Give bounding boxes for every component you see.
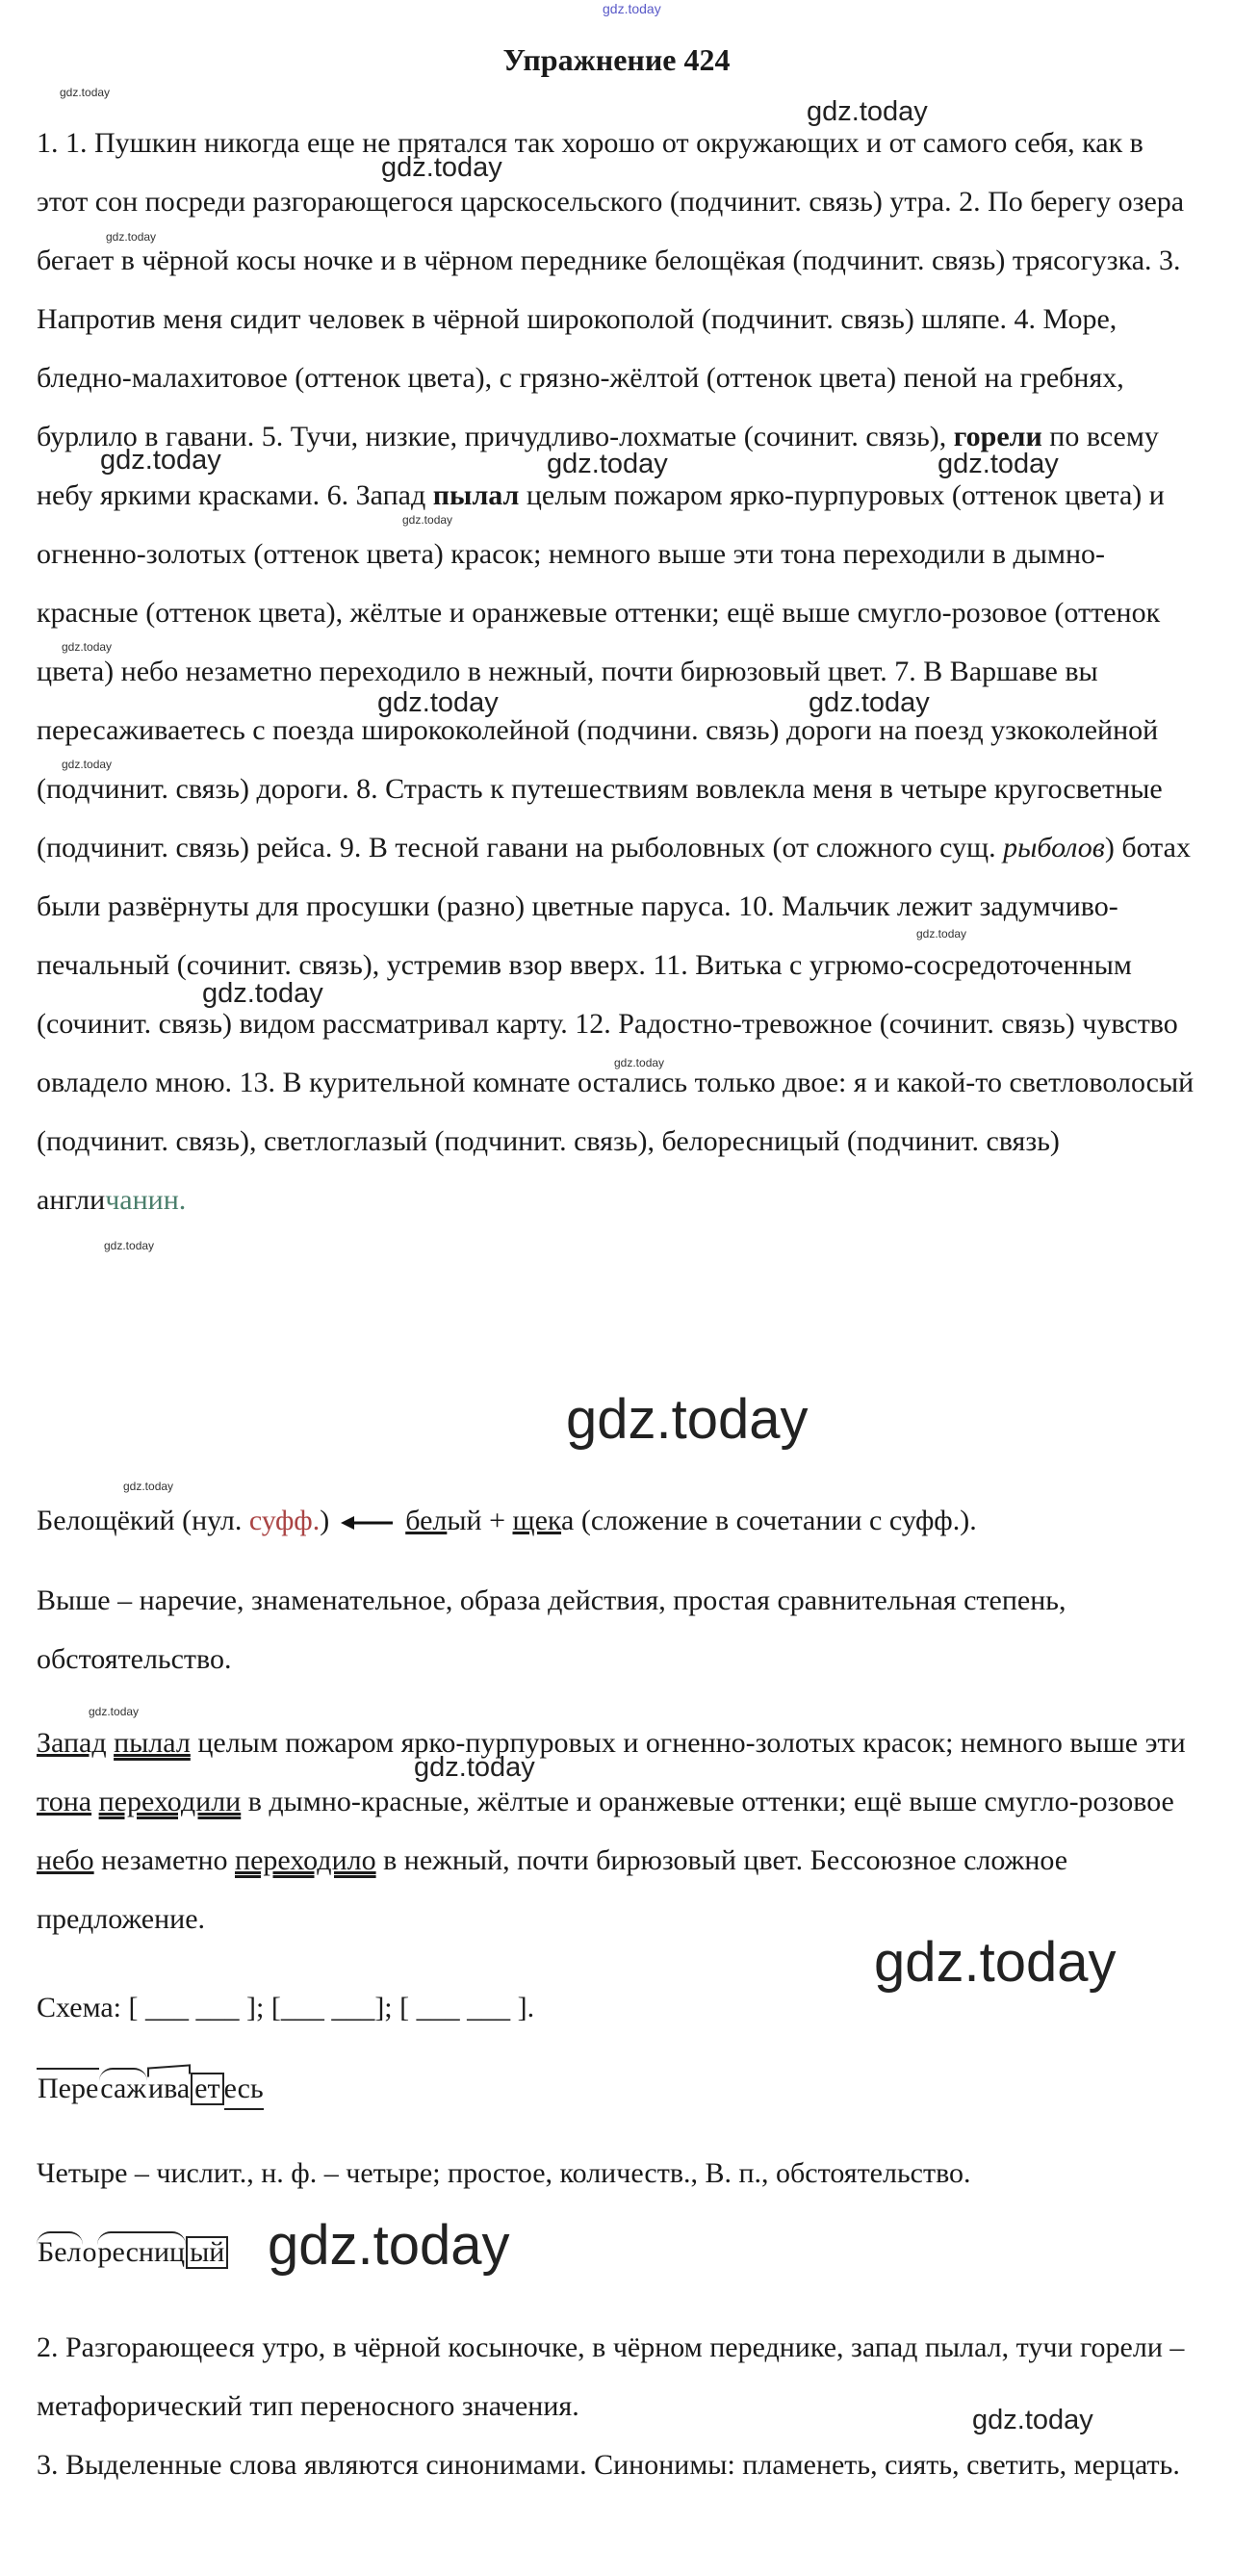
root-part: щек xyxy=(512,1505,562,1536)
watermark: gdz.today xyxy=(972,2405,1093,2435)
watermark: gdz.today xyxy=(603,1,661,16)
watermark: gdz.today xyxy=(414,1752,535,1783)
watermark: gdz.today xyxy=(100,445,221,476)
sentence-scheme: Схема: [ ___ ___ ]; [___ ___]; [ ___ ___ ]. xyxy=(37,1992,535,2023)
text-segment xyxy=(91,1786,99,1817)
watermark: gdz.today xyxy=(809,687,930,718)
watermark: gdz.today xyxy=(268,2214,510,2277)
sentence-analysis xyxy=(37,1713,1196,1948)
root: ресниц xyxy=(97,2231,187,2272)
page-title: Упражнение 424 xyxy=(502,42,731,77)
note-suffix: суфф. xyxy=(248,1505,321,1536)
watermark: gdz.today xyxy=(381,152,502,183)
word-analysis-vyshe: Выше – наречие, знаменательное, образа действия, простая сравнительная степень, обстоятельство. xyxy=(37,1584,1066,1675)
text-segment: чанин. xyxy=(105,1184,187,1216)
method-note: (сложение в сочетании с суфф.). xyxy=(574,1505,977,1536)
watermark: gdz.today xyxy=(566,1388,809,1451)
postfix: есь xyxy=(224,2070,264,2110)
arrow-left-icon xyxy=(341,1514,395,1532)
root-part: бел xyxy=(405,1505,448,1536)
watermark: gdz.today xyxy=(62,758,113,771)
ending-part: ый xyxy=(447,1505,482,1536)
watermark: gdz.today xyxy=(202,978,323,1009)
text-segment: ) ботах были развёрнуты для просушки (разно) цветные паруса. 10. Мальчик лежит задумчиво-печальный (сочинит. связь), устремив взор вверх. 11. Витька с угрюмо-сосредоточенным (сочинит. связь) видом рассматривал карту. 12. Радостно-тревожное (сочинит. связь) чувство овладело мною. 13. В курительной комнате остались только двое: я и какой-то светловолосый (подчинит. связь), светлоглазый (подчинит. связь), белоресницый (подчинит. связь) англи xyxy=(37,832,1194,1216)
watermark: gdz.today xyxy=(916,927,967,940)
text-segment: по всему небу яркими красками. 6. Запад xyxy=(37,421,1159,511)
watermark: gdz.today xyxy=(104,1239,155,1252)
linking-vowel: о xyxy=(82,2236,97,2268)
ending: ет xyxy=(191,2073,223,2105)
answer-part-3: 3. Выделенные слова являются синонимами. Синонимы: пламенеть, сиять, светить, мерцать. xyxy=(37,2449,1180,2481)
text-segment: 1. 1. Пушкин никогда еще не прятался так хорошо от окружающих и от самого себя, как в этот сон посреди разгорающегося царскосельского (подчинит. связь) утра. 2. По берегу озера бегает в чёрной косы ночке и в чёрном переднике белощёкая (подчинит. связь) трясогузка. 3. Напротив меня сидит человек в чёрной широкополой (подчинит. связь) шляпе. 4. Море, бледно-малахитовое (оттенок цвета), с грязно-жёлтой (оттенок цвета) пеной на гребнях, бурлило в гавани. 5. Тучи, низкие, причудливо-лохматые (сочинит. связь), xyxy=(37,127,1185,452)
italic-word: рыболов xyxy=(1003,832,1105,863)
answer-part-2: 2. Разгорающееся утро, в чёрной косыночке, в чёрном переднике, запад пылал, тучи горели – метафорический тип переносного значения. xyxy=(37,2331,1185,2422)
word: Белощёкий xyxy=(37,1505,175,1536)
bold-word: горели xyxy=(953,421,1042,452)
watermark: gdz.today xyxy=(807,96,928,127)
subject-word: Запад xyxy=(37,1727,107,1759)
subject-word: тона xyxy=(37,1786,92,1817)
suffix: ива xyxy=(147,2070,191,2108)
watermark: gdz.today xyxy=(614,1056,665,1069)
bold-word: пылал xyxy=(432,479,520,511)
predicate-word: переходило xyxy=(235,1844,376,1876)
note: ) xyxy=(320,1505,330,1536)
text-segment: незаметно xyxy=(93,1844,236,1876)
watermark: gdz.today xyxy=(106,230,157,244)
text-segment: в дымно-красные, жёлтые и оранжевые оттенки; ещё выше смугло-розовое xyxy=(241,1786,1174,1817)
watermark: gdz.today xyxy=(938,449,1059,479)
watermark: gdz.today xyxy=(874,1931,1117,1994)
note: (нул. xyxy=(174,1505,249,1536)
watermark: gdz.today xyxy=(60,86,111,99)
watermark: gdz.today xyxy=(62,640,113,654)
text-segment: целым пожаром ярко-пурпуровых и огненно-золотых красок; немного выше эти xyxy=(190,1727,1186,1759)
word-analysis-chetyre: Четыре – числит., н. ф. – четыре; простое, количеств., В. п., обстоятельство. xyxy=(37,2157,971,2189)
exercise-text xyxy=(37,114,1196,1229)
root: Бел xyxy=(37,2231,83,2272)
watermark: gdz.today xyxy=(123,1480,174,1493)
watermark: gdz.today xyxy=(89,1705,140,1718)
morpheme-parse-word xyxy=(37,2231,228,2272)
predicate-word: пылал xyxy=(114,1727,191,1759)
morpheme-parse-word xyxy=(37,2068,264,2110)
subject-word: небо xyxy=(37,1844,94,1876)
prefix: Пере xyxy=(37,2068,99,2108)
watermark: gdz.today xyxy=(547,449,668,479)
text-segment: целым пожаром ярко-пурпуровых (оттенок цвета) и огненно-золотых (оттенок цвета) красок; немного выше эти тона переходили в дымно-красные (оттенок цвета), жёлтые и оранжевые оттенки; ещё выше смугло-розовое (оттенок цвета) небо незаметно переходило в нежный, почти бирюзовый цвет. 7. В Варшаве вы пересаживаетесь с поезда ширококолейной (подчини. связь) дороги на поезд узкоколейной (подчинит. связь) дороги. 8. Страсть к путешествиям вовлекла меня в четыре кругосветные (подчинит. связь) рейса. 9. В тесной гавани на рыболовных (от сложного сущ. xyxy=(37,479,1165,863)
text-segment: в нежный, почти бирюзовый цвет. Бессоюзное сложное предложение. xyxy=(37,1844,1068,1935)
watermark: gdz.today xyxy=(402,513,453,527)
predicate-word: переходили xyxy=(98,1786,242,1817)
plus-sign: + xyxy=(481,1505,513,1536)
ending-part: а xyxy=(561,1505,575,1536)
ending: ый xyxy=(186,2236,228,2269)
watermark: gdz.today xyxy=(377,687,499,718)
root: саж xyxy=(99,2068,147,2108)
word-formation xyxy=(37,1502,977,1540)
